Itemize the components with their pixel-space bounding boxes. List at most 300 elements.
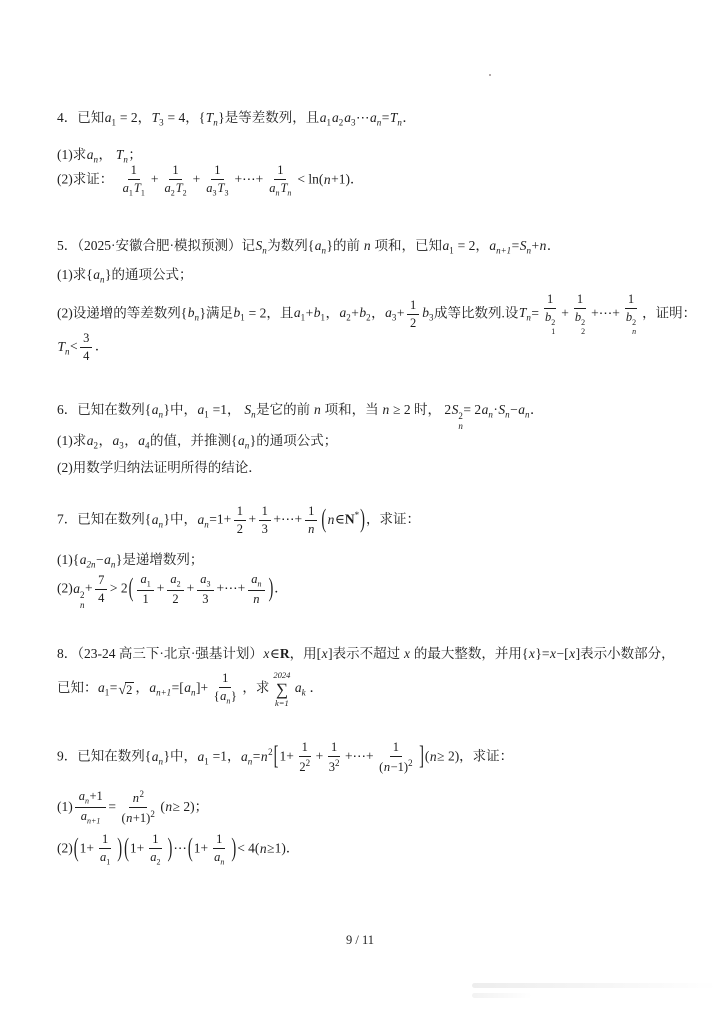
var-sub: 3 — [351, 117, 356, 128]
text-run: < ln( — [297, 171, 324, 187]
text-run: =1+ — [209, 511, 232, 527]
var-base: a — [99, 850, 107, 864]
math-var — [293, 305, 306, 323]
math-var — [140, 572, 151, 589]
var-sub: 2 — [156, 857, 161, 867]
text-run: ， — [98, 433, 112, 448]
text-run: ( — [160, 798, 165, 814]
math-var — [240, 748, 253, 767]
text-run: ． — [530, 402, 544, 417]
text-run: 1 — [546, 292, 554, 306]
var-sub: 2 — [176, 579, 181, 589]
var-sub: 1 — [320, 312, 325, 323]
var-sub: n+1 — [86, 816, 101, 826]
text-run: ] — [196, 680, 201, 696]
var-sub: 1 — [204, 756, 209, 767]
var-sub: 3 — [159, 117, 164, 128]
var-sub: 2 — [366, 312, 371, 323]
var-sub: n+1 — [156, 687, 172, 698]
text-run: 的最大整数，并用 — [410, 646, 522, 661]
text-run: (1)求 — [57, 147, 87, 162]
text-run: + — [156, 580, 165, 596]
text-run: = — [171, 680, 180, 696]
text-run: { — [213, 689, 220, 704]
math-var — [104, 110, 116, 128]
text-run: = — [108, 798, 116, 814]
fraction-numerator — [625, 292, 637, 309]
var-sub: n — [158, 409, 163, 420]
var-scripts — [80, 590, 85, 611]
problem-6-part-1 — [57, 431, 337, 453]
math-var — [99, 850, 111, 867]
math-var: n — [383, 760, 391, 775]
math-var — [314, 238, 326, 256]
var-sub: 1 — [106, 857, 111, 867]
text-run: = 2， — [454, 238, 489, 253]
fraction-numerator — [274, 163, 286, 180]
text-run: ∈ — [334, 511, 345, 527]
math-var — [332, 110, 344, 128]
fraction-numerator — [234, 504, 246, 521]
var-sub: 2 — [182, 188, 187, 198]
text-run: (2)设递增的等差数列 — [57, 305, 181, 321]
text-run: +1 — [89, 789, 103, 804]
math-var: n — [382, 402, 390, 417]
var-base: T — [57, 338, 66, 354]
var-base: a — [150, 850, 157, 864]
fraction-numerator — [137, 572, 154, 591]
text-run: 中， — [169, 748, 197, 764]
math-var — [489, 238, 512, 256]
var-base: a — [344, 110, 351, 125]
var-sub: 1 — [140, 188, 145, 198]
var-base: T — [205, 110, 214, 125]
text-run: 成等比数列.设 — [433, 305, 519, 321]
text-run: (2)用数学归纳法证明所得的结论． — [57, 460, 262, 475]
var-sub: 2 — [581, 327, 586, 337]
math-var — [175, 181, 187, 198]
text-run: 1+ — [279, 748, 294, 764]
math-var — [78, 789, 89, 806]
text-run: 2 — [236, 522, 243, 536]
var-base: a — [294, 680, 302, 696]
math-var — [184, 680, 196, 698]
var-base: T — [280, 181, 288, 195]
problem-9-statement — [57, 740, 513, 775]
superscript: 2 — [408, 758, 413, 768]
var-sub: n — [488, 409, 493, 420]
var-base: a — [385, 305, 392, 321]
fraction — [211, 832, 228, 867]
text-run: 是它的前 — [256, 402, 314, 417]
text-run: ( — [321, 504, 327, 534]
math-var — [104, 552, 116, 570]
text-run: ) — [360, 504, 365, 534]
text-run: (2) — [57, 840, 73, 856]
var-sub: n — [213, 117, 218, 128]
text-run: 1 — [236, 504, 243, 518]
math-var — [86, 433, 98, 451]
text-run: 2 — [409, 315, 417, 330]
text-run: 3 — [202, 592, 209, 607]
var-base: b — [313, 305, 321, 321]
var-base: a — [93, 267, 100, 282]
var-sub: n — [65, 346, 70, 357]
math-var: n — [327, 511, 335, 527]
fraction — [234, 504, 246, 537]
math-var — [451, 402, 463, 432]
var-base: T — [115, 147, 124, 162]
fraction — [376, 740, 415, 775]
text-run: 1 — [101, 832, 109, 846]
text-run: 1+ — [193, 840, 209, 856]
text-run: 8．（23-24 高三下·北京·强基计划） — [57, 646, 263, 661]
var-base: a — [112, 433, 120, 448]
text-run: } — [163, 748, 170, 764]
var-base: a — [251, 572, 258, 586]
summation — [273, 671, 290, 707]
text-run: −1) — [390, 760, 409, 775]
fraction-numerator — [390, 740, 402, 757]
text-run: 4．已知 — [57, 110, 105, 125]
var-base: a — [80, 809, 87, 824]
text-run: 7 — [98, 573, 105, 588]
text-run: ． — [306, 680, 324, 696]
fraction-denominator — [259, 521, 271, 537]
fraction-denominator — [622, 309, 639, 336]
fraction-numerator — [149, 832, 161, 849]
math-var — [574, 310, 586, 337]
fraction — [147, 832, 164, 867]
math-var — [255, 238, 267, 256]
fraction-denominator — [96, 849, 113, 867]
var-sub: n — [632, 327, 637, 337]
text-run: N — [344, 511, 355, 527]
fraction-denominator — [305, 521, 318, 537]
text-run: < 4( — [237, 840, 260, 856]
math-var — [442, 238, 454, 256]
text-run: } — [230, 689, 237, 704]
problem-5-part-2-conclusion — [57, 331, 108, 364]
problem-7-part-1 — [57, 550, 203, 572]
math-var: n — [313, 402, 321, 417]
math-var — [294, 680, 306, 698]
text-run: ( — [124, 833, 129, 864]
var-base: a — [149, 680, 157, 696]
fraction-numerator — [305, 504, 317, 521]
text-run: (1) — [57, 798, 73, 814]
var-sub: 1 — [300, 312, 306, 323]
text-run: + — [561, 305, 569, 321]
text-run: 表示小数部分， — [580, 646, 675, 661]
text-run: 3 — [328, 760, 335, 775]
var-sub: n — [376, 117, 382, 128]
var-sub: 3 — [212, 188, 217, 198]
text-run: 的通项公式； — [256, 433, 338, 448]
math-var — [197, 402, 209, 420]
math-var — [205, 110, 218, 128]
math-var: n — [253, 592, 260, 607]
problem-6-statement — [57, 400, 544, 432]
text-run: +⋯+ — [216, 580, 246, 596]
var-sub: n — [287, 188, 292, 198]
text-run: 1 — [130, 163, 137, 177]
math-var — [170, 572, 181, 589]
var-base: a — [170, 572, 177, 586]
var-base: a — [98, 680, 105, 696]
text-run: ，证明： — [642, 305, 697, 321]
var-base: a — [184, 680, 192, 696]
text-run: 1 — [576, 292, 584, 306]
fraction-numerator — [219, 671, 231, 688]
text-run: 表示不超过 — [332, 646, 404, 661]
fraction-numerator — [169, 163, 181, 180]
math-var: n — [323, 171, 331, 187]
math-var — [544, 310, 556, 337]
text-run: ] — [328, 646, 333, 661]
fraction-denominator — [376, 757, 415, 775]
text-run: = 2， — [116, 110, 152, 125]
var-base: a — [73, 580, 80, 596]
math-var: n — [363, 238, 371, 253]
var-sub: n — [191, 687, 196, 698]
radicand — [125, 682, 134, 698]
var-base: a — [370, 110, 377, 125]
var-base: a — [140, 572, 147, 586]
text-run: 中， — [169, 402, 197, 417]
text-run: + — [305, 305, 314, 321]
fraction-numerator — [167, 572, 184, 591]
var-sub: n — [220, 857, 225, 867]
text-run: ≥1)． — [267, 840, 300, 856]
text-run: ( — [424, 748, 430, 764]
sum-lower-limit: k=1 — [275, 697, 289, 708]
math-var — [237, 433, 250, 451]
fraction-denominator — [541, 309, 558, 336]
text-run: 2 — [299, 760, 306, 775]
math-var — [370, 110, 382, 128]
fraction-numerator — [211, 163, 223, 180]
var-base: b — [574, 310, 582, 324]
problem-8-statement — [57, 644, 675, 664]
var-sub: 1 — [111, 117, 116, 128]
var-sub: 1 — [449, 245, 454, 256]
text-run: ， — [135, 680, 149, 696]
math-var: n — [165, 798, 173, 814]
text-run: 1+ — [79, 840, 94, 856]
text-run: =1， — [209, 402, 244, 417]
var-base: a — [197, 402, 205, 417]
var-sub: n — [110, 559, 116, 570]
text-run: { — [72, 552, 80, 567]
text-run: ， — [371, 305, 385, 321]
fraction — [211, 671, 240, 706]
fraction-denominator — [234, 521, 246, 537]
text-run: + — [396, 305, 405, 321]
math-var — [93, 267, 105, 285]
text-run: 5．（2025·安徽合肥·模拟预测）记 — [57, 238, 255, 253]
text-run: = — [511, 238, 520, 253]
var-sub: 2 — [170, 188, 175, 198]
var-base: S — [519, 238, 527, 253]
math-var — [138, 433, 150, 451]
var-sub: 1 — [104, 687, 110, 698]
var-base: a — [332, 110, 339, 125]
fraction — [203, 163, 232, 198]
math-var: n — [259, 840, 267, 856]
math-var — [164, 181, 175, 198]
text-run: ． — [274, 580, 288, 596]
text-run: ] — [419, 741, 424, 772]
problem-5-statement — [57, 236, 560, 258]
math-var — [112, 433, 124, 451]
math-var — [73, 580, 85, 610]
problem-6-part-2 — [57, 458, 262, 478]
math-var — [244, 402, 256, 420]
text-run: 为数列 — [267, 238, 308, 253]
text-run: = 2 — [463, 402, 482, 417]
fraction — [248, 572, 265, 607]
var-base: b — [422, 305, 429, 321]
math-var: n — [539, 238, 547, 253]
text-run: 的通项公式； — [111, 267, 193, 282]
fraction — [119, 163, 148, 198]
text-run: 1 — [330, 740, 338, 754]
fraction-denominator — [250, 591, 263, 607]
text-run: ⋯ — [173, 840, 187, 856]
text-run: ( — [187, 833, 193, 864]
text-run: ，求 — [242, 680, 270, 696]
text-run: } — [104, 267, 112, 282]
var-base: a — [339, 305, 347, 321]
fraction-denominator — [139, 591, 151, 607]
text-run: 1 — [216, 832, 223, 846]
text-run: ． — [402, 110, 416, 125]
fraction — [407, 298, 419, 331]
fraction-numerator — [80, 331, 92, 348]
fraction-denominator — [147, 849, 164, 867]
text-run: { — [307, 238, 315, 253]
text-run: } — [535, 646, 542, 661]
var-base: a — [122, 181, 129, 195]
text-run: { — [521, 646, 529, 661]
var-base: a — [214, 850, 221, 864]
text-run: } — [218, 110, 225, 125]
text-run: ( — [121, 811, 126, 826]
problem-5-part-2 — [57, 292, 696, 336]
var-sub: 1 — [551, 327, 556, 337]
var-base: b — [233, 305, 241, 321]
var-sub: 3 — [224, 188, 229, 198]
math-var — [518, 402, 530, 420]
var-base: a — [489, 238, 497, 253]
var-sub: 3 — [428, 312, 434, 323]
fraction-denominator — [80, 348, 92, 364]
text-run: ) — [268, 573, 274, 604]
var-sub: 3 — [206, 579, 211, 589]
var-base: a — [293, 305, 301, 321]
math-var — [313, 305, 325, 323]
text-run: [ — [564, 646, 569, 661]
text-run: = — [381, 110, 390, 125]
text-run: 1 — [142, 592, 149, 607]
text-run: 1 — [627, 292, 635, 306]
text-run: } — [249, 433, 257, 448]
fraction-denominator — [266, 180, 295, 198]
math-var — [151, 511, 163, 530]
var-base: a — [240, 748, 248, 764]
var-sub: 2 — [338, 117, 344, 128]
fraction — [161, 163, 190, 198]
text-run: ⋯ — [356, 110, 370, 125]
text-run: (2)求证： — [57, 171, 117, 187]
text-run: 1 — [152, 832, 159, 846]
text-run: 是递增数列； — [122, 552, 204, 567]
text-run: + — [192, 171, 201, 187]
text-run: 1 — [308, 504, 315, 518]
var-base: a — [237, 433, 245, 448]
fraction-denominator — [326, 757, 343, 775]
radical-sign-icon: √ — [118, 683, 127, 699]
text-run: 1 — [392, 740, 399, 754]
superscript: 2 — [150, 809, 155, 820]
fraction — [197, 572, 214, 607]
var-sub: 1 — [326, 117, 331, 128]
fraction — [622, 292, 639, 336]
text-run: [ — [273, 741, 279, 772]
text-run: 1+ — [129, 840, 145, 856]
problem-9-part-1 — [57, 789, 208, 826]
text-run: + — [351, 305, 359, 321]
fraction-numerator — [248, 572, 265, 591]
var-base: a — [518, 402, 526, 417]
text-run: ( — [73, 833, 79, 864]
text-run: { — [144, 511, 152, 527]
problem-4-statement — [57, 108, 416, 130]
var-base: T — [389, 110, 398, 125]
math-var: x — [263, 646, 270, 661]
text-run: + — [315, 748, 324, 764]
text-run: (1)求 — [57, 267, 87, 282]
text-run: 1 — [214, 163, 221, 177]
text-run: 3 — [261, 522, 268, 536]
var-base: a — [442, 238, 450, 253]
var-scripts — [632, 318, 636, 336]
var-sup: 2 — [80, 589, 85, 600]
text-run: +⋯+ — [344, 748, 374, 764]
var-sub: n — [93, 154, 98, 165]
text-run: − — [510, 402, 518, 417]
text-run: } — [115, 552, 123, 567]
text-run: = — [252, 748, 261, 764]
fraction-numerator — [213, 832, 225, 849]
math-var: x — [528, 646, 535, 661]
math-var — [57, 338, 70, 357]
math-var — [214, 850, 225, 867]
var-sub: 2 — [346, 312, 351, 323]
text-run: 满足 — [205, 305, 233, 321]
var-base: b — [359, 305, 367, 321]
text-run: ≥ 2)，求证： — [437, 748, 514, 764]
var-base: T — [217, 181, 225, 195]
text-run: 2 — [172, 592, 179, 607]
problem-8-statement-line-2 — [57, 671, 323, 707]
text-run: ， — [124, 433, 138, 448]
var-sub: n — [194, 312, 199, 323]
text-run: } — [326, 238, 333, 253]
text-run: − — [556, 646, 565, 661]
var-sub: n — [247, 756, 253, 767]
